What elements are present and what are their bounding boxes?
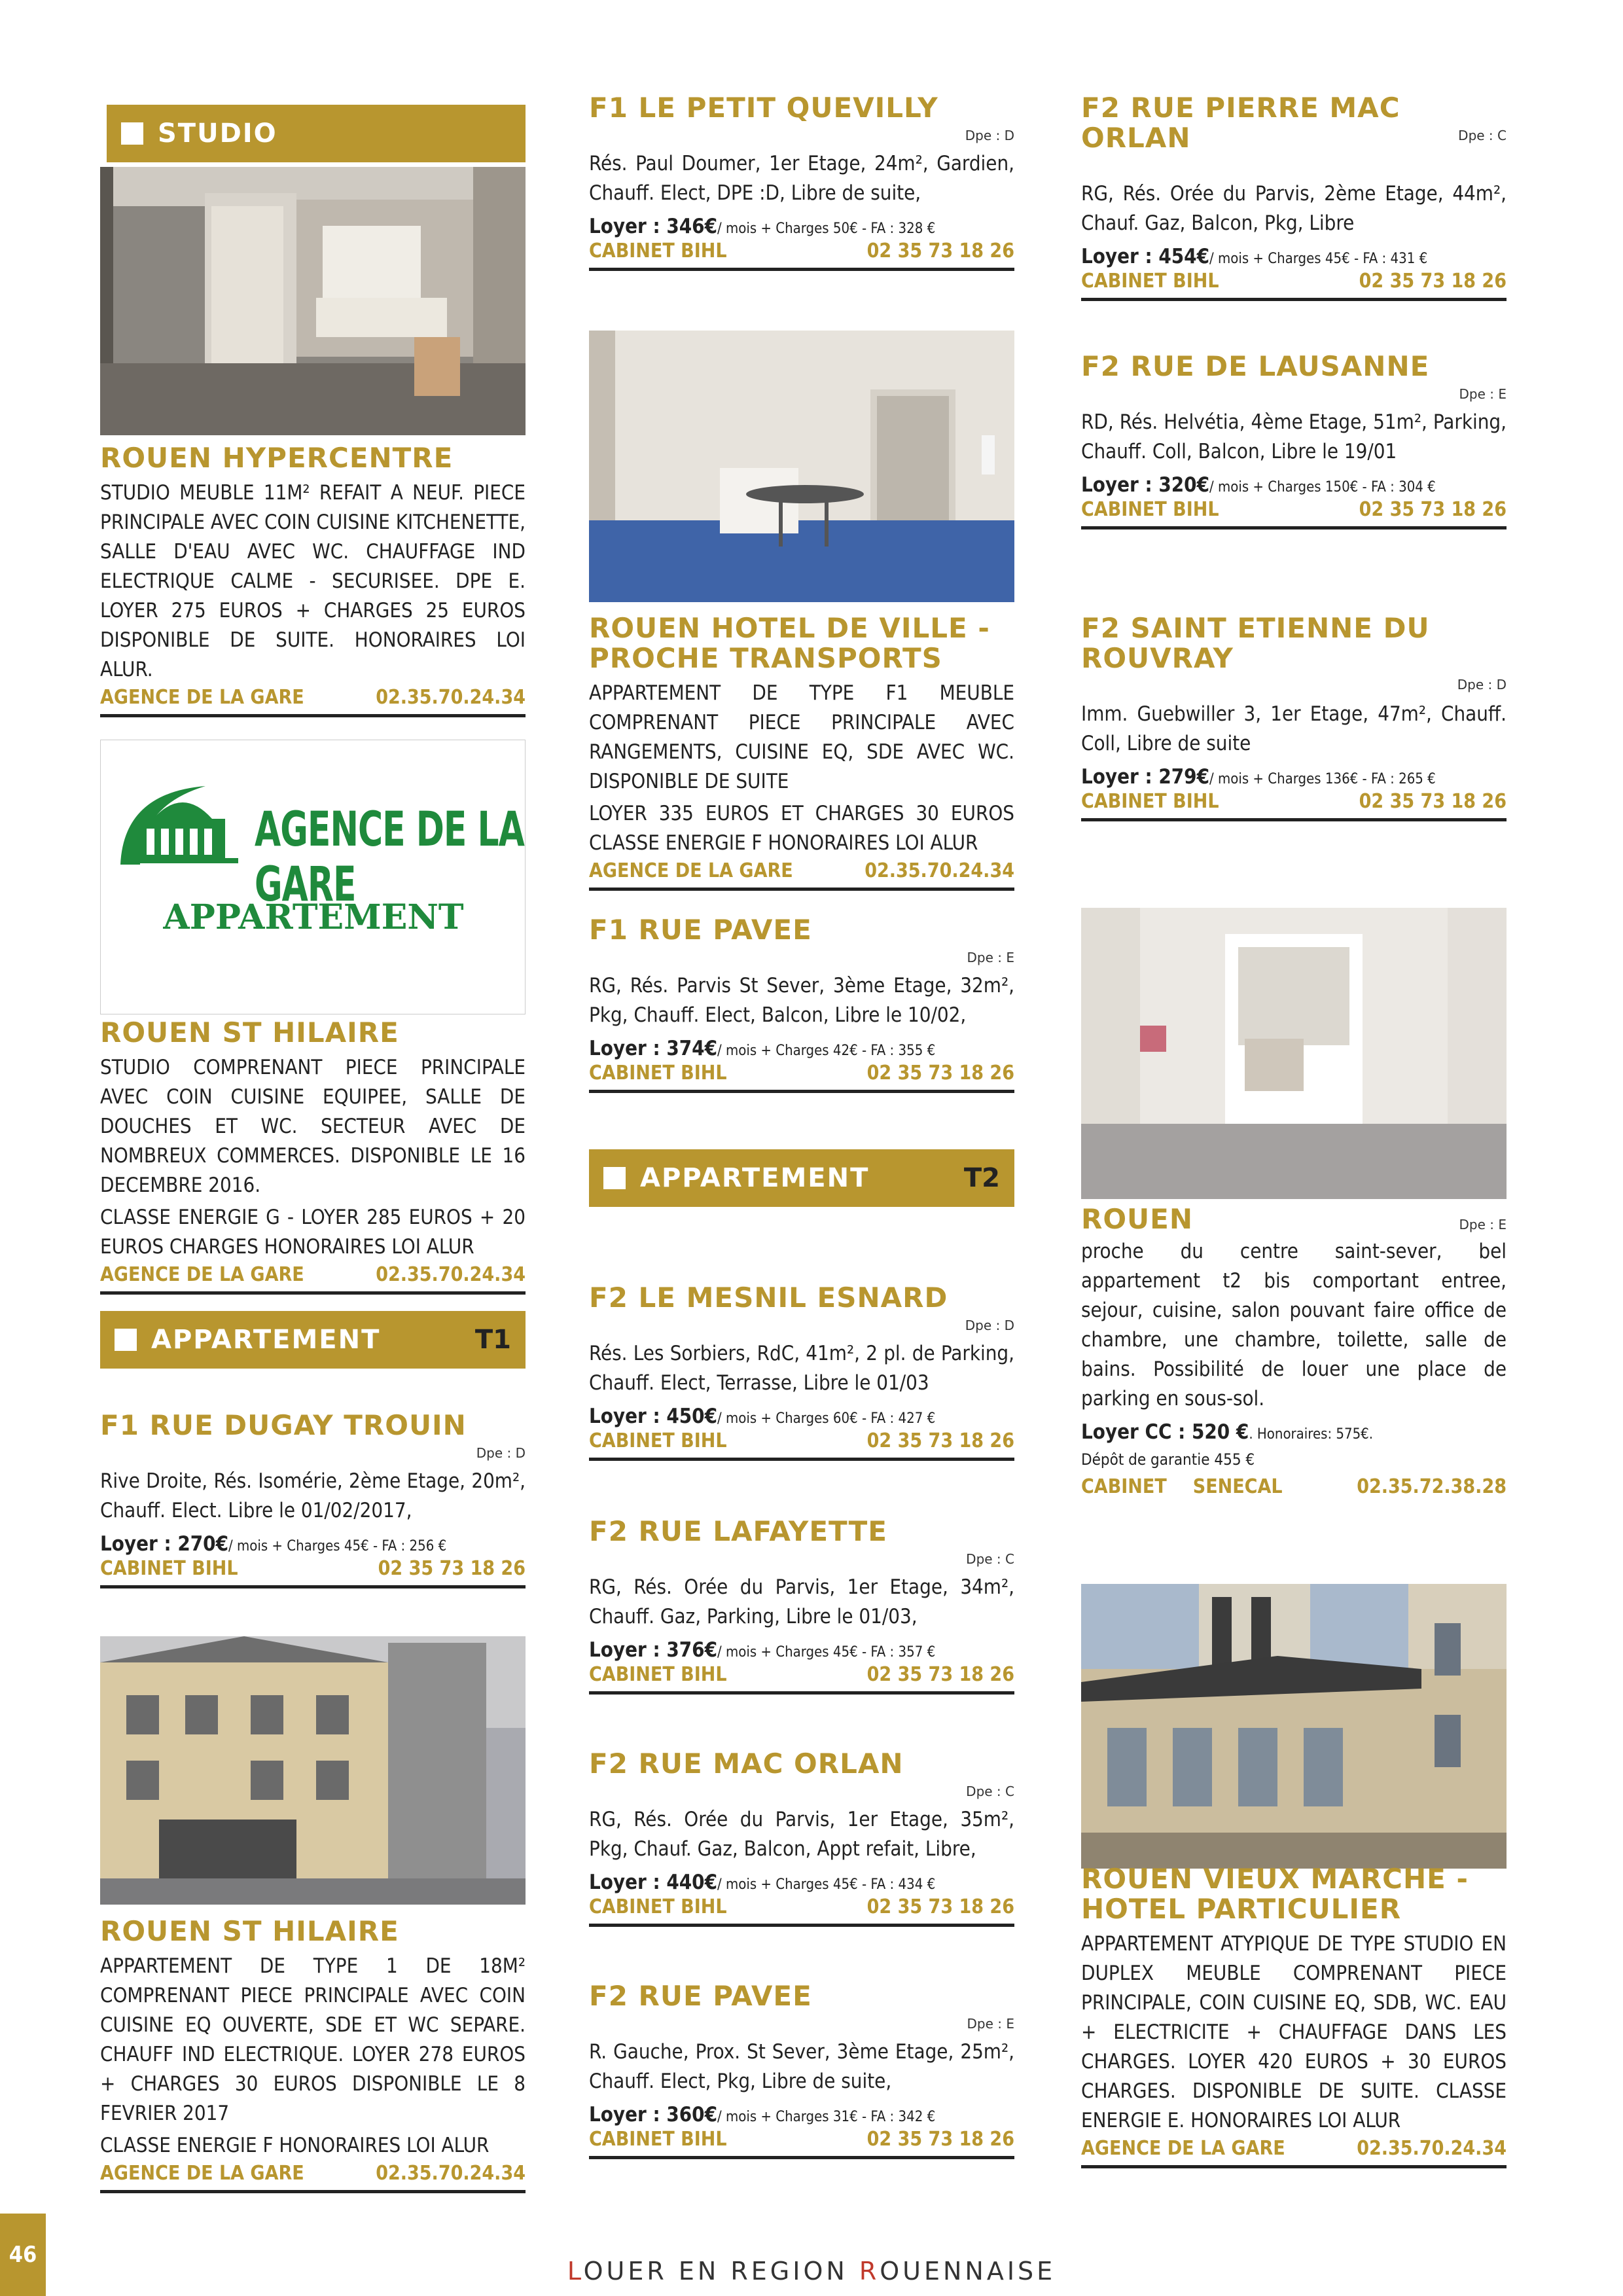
rent-detail: / mois + Charges 45€ - FA : 256 € [228,1538,447,1554]
agency-phone: 02.35.72.38.28 [1357,1475,1507,1498]
listing-description: STUDIO MEUBLE 11M² REFAIT A NEUF. PIECE PRINCIPALE AVEC COIN CUISINE KITCHENETTE, SALLE D'EAU AVEC WC. CHAUFFAGE IND ELECTRIQUE CALME - SECURISEE. DPE E. LOYER 275 EUROS + CHARGES 25 EUROS DISPONIBLE DE SUITE. HONORAIRES LOI ALUR. [100,481,526,681]
listing-contact [589,1895,1014,1927]
listing-photo-building [100,1636,526,1905]
agency-logo-block [100,740,526,1014]
listing-f1-rue-dugay-trouin [100,1410,526,1588]
listing-description-2: LOYER 335 EUROS ET CHARGES 30 EUROS CLASSE ENERGIE F HONORAIRES LOI ALUR [589,802,1014,855]
listing-f1-rue-pavee [589,915,1014,1093]
listing-rent [1081,473,1507,497]
agency-phone: 02 35 73 18 26 [866,1663,1014,1686]
listing-description: proche du centre saint-sever, bel appartement t2 bis comportant entree, sejour, cuisine, salon pouvant faire office de chambre, une chambre, toilette, salle de bains. Possibilité de louer une place de parking en sous-sol. [1081,1240,1507,1410]
listing-f2-rue-pavee [589,1981,1014,2159]
listing-title-text: ROUEN [1081,1203,1193,1235]
listing-rent [100,1532,526,1556]
listing-f2-rue-de-lausanne [1081,351,1507,529]
agency-name: CABINET BIHL [589,1429,727,1452]
listing-description: RG, Rés. Orée du Parvis, 1er Etage, 34m², Chauff. Gaz, Parking, Libre le 01/03, [589,1575,1014,1628]
listing-description: Rés. Les Sorbiers, RdC, 41m², 2 pl. de Parking, Chauff. Elect, Terrasse, Libre le 01/03 [589,1342,1014,1395]
listing-title [589,1980,1014,2032]
agency-logo-caption: APPARTEMENT [163,897,464,937]
listing-rouen-vieux-marche [1081,1864,1507,2168]
listing-title-text: F2 SAINT ETIENNE DU ROUVRAY [1081,612,1430,674]
rent-label: Loyer : [589,1638,667,1662]
section-header-t2 [589,1149,1014,1207]
agency-phone: 02 35 73 18 26 [866,1062,1014,1085]
agency-name-2: SENECAL [1192,1475,1283,1498]
rent-label: Loyer : [589,1037,667,1060]
listing-rent [589,1871,1014,1894]
listing-title [589,92,1014,143]
dpe-rating: Dpe : C [1458,128,1507,143]
listing-description: RG, Rés. Orée du Parvis, 2ème Etage, 44m², Chauf. Gaz, Balcon, Pkg, Libre [1081,182,1507,235]
listing-rent [589,215,1014,238]
agency-name: AGENCE DE LA GARE [589,859,793,882]
listing-rent [1081,245,1507,268]
agency-phone: 02 35 73 18 26 [1359,498,1507,521]
rent-value: 376€ [666,1638,717,1662]
rent-label: Loyer : [1081,473,1159,497]
agency-phone: 02.35.70.24.34 [376,2162,526,2185]
listing-contact [1081,270,1507,301]
page-number: 46 [0,2214,46,2296]
rent-detail: / mois + Charges 45€ - FA : 357 € [717,1644,936,1660]
listing-contact [589,859,1014,891]
rent-value: 450€ [666,1405,717,1428]
listing-description: APPARTEMENT DE TYPE 1 DE 18M² COMPRENANT PIECE PRINCIPALE AVEC COIN CUISINE EQ OUVERTE, SDE ET WC SEPARE. CHAUFF IND ELECTRIQUE. LOYER 278 EUROS + CHARGES 30 EUROS DISPONIBLE LE 8 FEVRIER 2017 [100,1954,526,2125]
rent-label: Loyer : [589,1405,667,1428]
listing-rouen-st-hilaire-studio [100,1018,526,1295]
agency-phone: 02 35 73 18 26 [1359,790,1507,813]
rent-detail: / mois + Charges 45€ - FA : 434 € [717,1876,936,1893]
listing-description: RD, Rés. Helvétia, 4ème Etage, 51m², Parking, Chauff. Coll, Balcon, Libre le 19/01 [1081,410,1507,463]
agency-name-1: CABINET [1081,1475,1167,1498]
dpe-rating: Dpe : E [967,2016,1014,2032]
agency-name: CABINET BIHL [589,1895,727,1918]
section-tag: T1 [474,1325,511,1355]
rent-label: Loyer : [589,2103,667,2126]
rent-detail: / mois + Charges 136€ - FA : 265 € [1209,771,1436,787]
rent-detail: / mois + Charges 50€ - FA : 328 € [717,221,936,237]
listing-rent [589,1405,1014,1428]
listing-rent [589,1037,1014,1060]
agency-name: CABINET BIHL [1081,790,1219,813]
agency-phone: 02.35.70.24.34 [376,1263,526,1286]
listing-contact [1081,790,1507,821]
listing-description-2: CLASSE ENERGIE G - LOYER 285 EUROS + 20 EUROS CHARGES HONORAIRES LOI ALUR [100,1206,526,1259]
dpe-rating: Dpe : C [966,1551,1014,1567]
listing-title [1081,93,1507,153]
listing-photo-empty-room [1081,908,1507,1199]
listing-title: ROUEN ST HILAIRE [100,1915,399,1947]
agency-name: AGENCE DE LA GARE [100,1263,304,1286]
listing-title [1081,350,1507,402]
rent-value: 520 € [1192,1420,1249,1444]
section-header-studio [107,105,526,162]
footer-initial-r: R [859,2257,880,2286]
agency-name: AGENCE DE LA GARE [100,2162,304,2185]
agency-name: CABINET BIHL [1081,270,1219,293]
agency-phone: 02.35.70.24.34 [1357,2137,1507,2160]
listing-contact [589,240,1014,271]
listing-title: ROUEN ST HILAIRE [100,1016,399,1049]
listing-rent [1081,765,1507,789]
footer-text-1: OUER EN REGION [583,2257,859,2286]
rent-detail: / mois + Charges 150€ - FA : 304 € [1209,479,1436,495]
agency-logo-name: AGENCE DE LA GARE [255,802,524,912]
listing-title [589,1748,1014,1799]
listing-f2-le-mesnil-esnard [589,1283,1014,1461]
rent-detail: / mois + Charges 60€ - FA : 427 € [717,1410,936,1427]
square-bullet-icon [603,1167,626,1189]
dpe-rating: Dpe : D [476,1445,526,1461]
listing-title [589,1282,1014,1333]
listing-contact [100,2162,526,2193]
agency-phone: 02 35 73 18 26 [1359,270,1507,293]
page-footer [0,2257,1623,2286]
listing-description: RG, Rés. Orée du Parvis, 1er Etage, 35m², Pkg, Chauf. Gaz, Balcon, Appt refait, Libre, [589,1808,1014,1861]
agency-phone: 02 35 73 18 26 [866,1429,1014,1452]
listing-rouen [1081,1204,1507,1503]
agency-name: CABINET BIHL [589,240,727,262]
agency-phone: 02 35 73 18 26 [866,240,1014,262]
listing-rent [589,1638,1014,1662]
agency-name: AGENCE DE LA GARE [100,686,304,709]
listing-photo-studio-room [100,167,526,435]
listing-title [589,914,1014,965]
listing-title-text: F2 RUE PAVEE [589,1980,812,2012]
listing-rouen-hypercentre [100,443,526,717]
listing-description: Rés. Paul Doumer, 1er Etage, 24m², Gardien, Chauff. Elect, DPE :D, Libre de suite, [589,152,1014,205]
rent-label: Loyer : [1081,765,1159,789]
rent-label: Loyer CC : [1081,1420,1192,1444]
listing-description: STUDIO COMPRENANT PIECE PRINCIPALE AVEC COIN CUISINE EQUIPEE, SALLE DE DOUCHES ET WC. SECTEUR AVEC DE NOMBREUX COMMERCES. DISPONIBLE LE 16 DECEMBRE 2016. [100,1056,526,1197]
dpe-rating: Dpe : D [1457,677,1507,692]
listing-contact [589,1429,1014,1461]
listing-title: ROUEN HOTEL DE VILLE - PROCHE TRANSPORTS [589,612,990,674]
listing-f1-le-petit-quevilly [589,93,1014,271]
listing-title-text: F1 RUE PAVEE [589,914,812,946]
dpe-rating: Dpe : E [1459,1217,1507,1232]
square-bullet-icon [115,1329,137,1351]
listing-description: APPARTEMENT ATYPIQUE DE TYPE STUDIO EN DUPLEX MEUBLE COMPRENANT PIECE PRINCIPALE, COIN CUISINE EQ, SDB, WC. EAU + ELECTRICITE + CHAUFFAGE DANS LES CHARGES. LOYER 420 EUROS + 30 EUROS CHARGES. DISPONIBLE DE SUITE. CLASSE ENERGIE E. HONORAIRES LOI ALUR [1081,1932,1507,2132]
listing-description-2: CLASSE ENERGIE F HONORAIRES LOI ALUR [100,2134,490,2157]
agency-name: CABINET BIHL [589,1062,727,1085]
deposit-note: Dépôt de garantie 455 € [1081,1450,1255,1469]
rent-value: 279€ [1158,765,1209,789]
listing-title-text: F2 RUE LAFAYETTE [589,1515,887,1547]
listing-rouen-hotel-de-ville [589,613,1014,891]
rent-label: Loyer : [589,215,667,238]
agency-phone: 02 35 73 18 26 [378,1557,526,1580]
rent-value: 454€ [1158,245,1209,268]
rent-label: Loyer : [1081,245,1159,268]
rent-detail: / mois + Charges 42€ - FA : 355 € [717,1043,936,1059]
listing-description: R. Gauche, Prox. St Sever, 3ème Etage, 25m², Chauff. Elect, Pkg, Libre de suite, [589,2040,1014,2093]
dpe-rating: Dpe : E [967,950,1014,965]
listing-contact [589,1062,1014,1093]
listing-title-text: F2 RUE PIERRE MAC ORLAN [1081,92,1400,154]
listing-title-text: F1 RUE DUGAY TROUIN [100,1409,467,1441]
listing-rent [589,2103,1014,2126]
rent-value: 360€ [666,2103,717,2126]
listing-contact [100,686,526,717]
square-bullet-icon [121,122,143,145]
listing-contact [1081,498,1507,529]
agency-name: CABINET BIHL [589,1663,727,1686]
rent-label: Loyer : [589,1871,667,1894]
listing-title [589,1515,1014,1567]
section-tag: T2 [963,1163,1000,1193]
listing-title-text: F2 LE MESNIL ESNARD [589,1282,948,1314]
listing-description: Imm. Guebwiller 3, 1er Etage, 47m², Chauff. Coll, Libre de suite [1081,702,1507,755]
rent-detail: . Honoraires: 575€. [1249,1426,1374,1443]
listing-title-text: F2 RUE MAC ORLAN [589,1748,904,1780]
dpe-rating: Dpe : D [965,1318,1014,1333]
section-label: APPARTEMENT [640,1163,870,1193]
listing-title: ROUEN VIEUX MARCHE - HOTEL PARTICULIER [1081,1863,1469,1925]
listing-description: Rive Droite, Rés. Isomérie, 2ème Etage, 20m², Chauff. Elect. Libre le 01/02/2017, [100,1469,526,1522]
listing-title [1081,612,1507,692]
listing-description: APPARTEMENT DE TYPE F1 MEUBLE COMPRENANT PIECE PRINCIPALE AVEC RANGEMENTS, CUISINE EQ, SDE AVEC WC. DISPONIBLE DE SUITE [589,681,1014,793]
listing-contact [100,1557,526,1588]
agency-phone: 02.35.70.24.34 [865,859,1014,882]
agency-phone: 02 35 73 18 26 [866,2128,1014,2151]
listing-photo-historic-building [1081,1584,1507,1869]
listing-title [100,1409,526,1461]
agency-name [1081,1475,1283,1498]
agency-name: CABINET BIHL [1081,498,1219,521]
listing-description: RG, Rés. Parvis St Sever, 3ème Etage, 32m², Pkg, Chauff. Elect, Balcon, Libre le 10/02, [589,974,1014,1027]
listing-title: ROUEN HYPERCENTRE [100,442,454,474]
rent-value: 440€ [666,1871,717,1894]
listing-title-text: F2 RUE DE LAUSANNE [1081,350,1430,382]
footer-initial-l: L [567,2257,584,2286]
agency-phone: 02 35 73 18 26 [866,1895,1014,1918]
section-label: STUDIO [158,118,277,149]
listing-f2-rue-lafayette [589,1516,1014,1695]
listing-contact [100,1263,526,1295]
listing-title-text: F1 LE PETIT QUEVILLY [589,92,938,124]
rent-detail: / mois + Charges 31€ - FA : 342 € [717,2109,936,2125]
section-header-t1 [100,1311,526,1369]
section-label: APPARTEMENT [151,1325,381,1355]
rent-value: 270€ [177,1532,228,1556]
agency-name: AGENCE DE LA GARE [1081,2137,1285,2160]
dpe-rating: Dpe : D [965,128,1014,143]
footer-text-2: OUENNAISE [880,2257,1056,2286]
rent-value: 374€ [666,1037,717,1060]
listing-rent [1081,1420,1507,1444]
agency-name: CABINET BIHL [100,1557,238,1580]
listing-f2-rue-mac-orlan [589,1749,1014,1927]
rent-value: 346€ [666,215,717,238]
listing-f2-rue-pierre-mac-orlan [1081,93,1507,301]
listing-title [1081,1204,1507,1234]
dpe-rating: Dpe : C [966,1784,1014,1799]
listing-contact [589,2128,1014,2159]
listing-rouen-st-hilaire-t1 [100,1916,526,2193]
rent-label: Loyer : [100,1532,178,1556]
agency-phone: 02.35.70.24.34 [376,686,526,709]
listing-f2-saint-etienne-du-rouvray [1081,613,1507,821]
agency-name: CABINET BIHL [589,2128,727,2151]
rent-detail: / mois + Charges 45€ - FA : 431 € [1209,251,1428,267]
listing-contact [1081,1475,1507,1503]
rent-value: 320€ [1158,473,1209,497]
listing-contact [1081,2137,1507,2168]
listing-contact [589,1663,1014,1695]
listing-photo-blue-floor-room [589,331,1014,602]
dpe-rating: Dpe : E [1459,386,1507,402]
